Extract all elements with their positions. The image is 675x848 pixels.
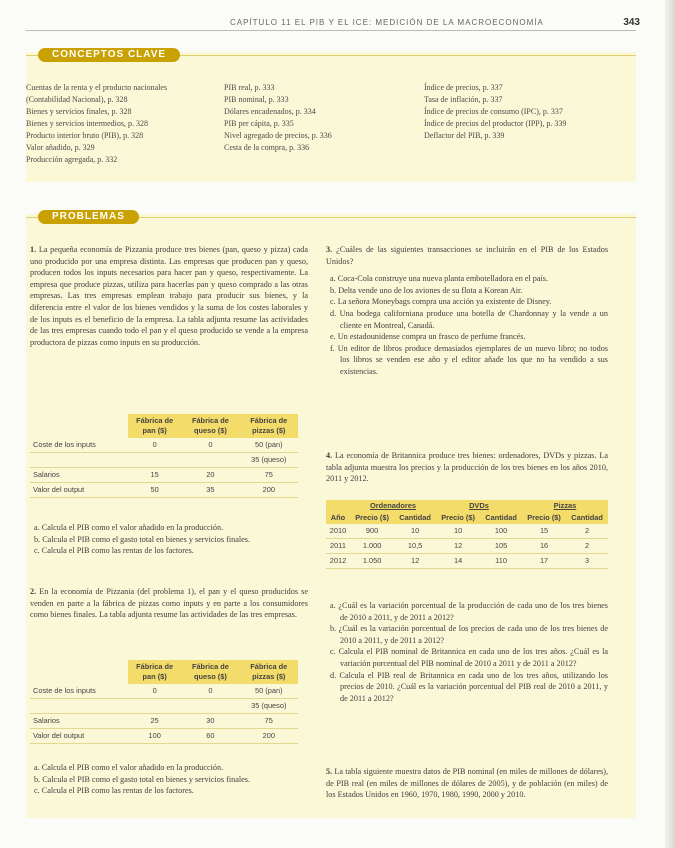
concept-item: Índice de precios del productor (IPP), p. 339	[424, 119, 567, 128]
problem-text: La economía de Britannica produce tres bienes: ordenadores, DVDs y pizzas. La tabla adjunta muestra los precios y la producción de los tres bienes en los años 2010, 2011 y 2012.	[326, 451, 609, 484]
table-cell	[128, 453, 181, 468]
table-cell: 14	[436, 554, 480, 569]
table-cell: 2	[566, 539, 608, 554]
concept-item: Nivel agregado de precios, p. 336	[224, 131, 332, 140]
table-cell	[30, 453, 128, 468]
concept-item: PIB per cápita, p. 335	[224, 119, 294, 128]
question-item: b. Delta vende uno de los aviones de su flota a Korean Air.	[330, 285, 523, 295]
table-row	[326, 539, 608, 554]
concept-item: Bienes y servicios finales, p. 328	[26, 107, 132, 116]
table-cell: Salarios	[30, 714, 128, 729]
table-row	[30, 684, 298, 699]
table-cell: 900	[350, 524, 394, 539]
table-cell: 0	[128, 684, 181, 699]
table-header: Cantidad	[566, 512, 608, 524]
concept-item: Producción agregada, p. 332	[26, 155, 118, 164]
concept-item: Producto interior bruto (PIB), p. 328	[26, 131, 144, 140]
table-cell	[181, 453, 239, 468]
table-header: Precio ($)	[522, 512, 566, 524]
question-item: b. ¿Cuál es la variación porcentual de los precios de cada uno de los tres bienes de 2010 a 2011, y de 2011 a 2012?	[330, 624, 608, 645]
table-cell: 60	[181, 729, 239, 744]
question-item: b. Calcula el PIB como el gasto total en bienes y servicios finales.	[34, 534, 251, 544]
concepts-column-2	[224, 82, 414, 154]
table-cell: Valor del output	[30, 729, 128, 744]
concept-item: Bienes y servicios intermedios, p. 328	[26, 119, 148, 128]
table-header: Precio ($)	[350, 512, 394, 524]
table-cell	[128, 699, 181, 714]
table-row	[30, 714, 298, 729]
table-cell: 12	[436, 539, 480, 554]
table-cell: 35 (queso)	[240, 699, 298, 714]
table-header: Cantidad	[480, 512, 522, 524]
problem-text: La tabla siguiente muestra datos de PIB nominal (en miles de millones de dólares), de PIB real (en miles de millones de dólares de 2005), y de población (en miles) de los Estados Unidos en 1960, 1970, 1980, 1990, 2000 y 2010.	[326, 767, 609, 800]
table-cell: 20	[181, 468, 239, 483]
question-item: e. Un estadounidense compra un frasco de perfume francés.	[330, 332, 526, 342]
table-row	[326, 524, 608, 539]
table-cell: 105	[480, 539, 522, 554]
table-header: Fábrica de queso ($)	[181, 414, 239, 438]
table-cell: 30	[181, 714, 239, 729]
concept-item: Índice de precios de consumo (IPC), p. 337	[424, 107, 563, 116]
question-item: c. Calcula el PIB nominal de Britannica en cada uno de los tres años. ¿Cuál es la variación porcentual del PIB nominal de 2010 a 2011 y de 2011 a 2012?	[330, 647, 608, 668]
table-cell: 1.050	[350, 554, 394, 569]
header-rule	[26, 30, 636, 31]
concept-item: Deflactor del PIB, p. 339	[424, 131, 505, 140]
table-header-row	[30, 414, 298, 438]
table-cell: 2011	[326, 539, 350, 554]
running-header	[230, 18, 660, 27]
table-cell: 25	[128, 714, 181, 729]
table-cell: 15	[522, 524, 566, 539]
table-cell: 200	[240, 729, 298, 744]
table-cell: Salarios	[30, 468, 128, 483]
table-cell: 2012	[326, 554, 350, 569]
table-header-row	[326, 512, 608, 524]
problem-text: ¿Cuáles de las siguientes transacciones se incluirán en el PIB de los Estados Unidos?	[326, 245, 609, 266]
table-header	[30, 414, 128, 438]
question-item: a. Calcula el PIB como el valor añadido en la producción.	[34, 523, 224, 532]
concept-item: Tasa de inflación, p. 337	[424, 95, 503, 104]
problems-box	[26, 211, 636, 818]
concepts-column-1	[26, 82, 216, 166]
table-cell	[181, 699, 239, 714]
table-cell: 10	[394, 524, 436, 539]
problem-4-questions	[326, 600, 608, 704]
question-item: d. Calcula el PIB real de Britannica en cada uno de los tres años, utilizando los precios de 2010. ¿Cuál es la variación porcentual del PIB real de 2010 a 2011, y de 2011 a 2012?	[330, 670, 608, 703]
problem-number: 5.	[326, 767, 333, 776]
problem-1	[30, 244, 308, 348]
page-number: 343	[623, 17, 640, 28]
table-header: Año	[326, 512, 350, 524]
question-item: c. Calcula el PIB como las rentas de los factores.	[34, 786, 194, 796]
problem-2-table	[30, 660, 298, 744]
page-gutter	[665, 0, 675, 848]
problem-2-questions	[30, 762, 308, 797]
table-header: Fábrica de queso ($)	[181, 660, 239, 684]
table-row	[30, 699, 298, 714]
table-cell: 50 (pan)	[240, 684, 298, 699]
table-cell: 35	[181, 483, 239, 498]
table-row	[30, 468, 298, 483]
table-cell: 2	[566, 524, 608, 539]
question-item: d. Una bodega californiana produce una botella de Chardonnay y la vende a un cliente en Montreal, Canadá.	[330, 308, 608, 330]
table-cell: 10,5	[394, 539, 436, 554]
table-cell: 3	[566, 554, 608, 569]
problem-number: 4.	[326, 451, 333, 460]
problem-5	[326, 766, 608, 801]
table-group-header: Pizzas	[522, 500, 608, 512]
problem-4-table	[326, 500, 608, 569]
table-cell	[30, 699, 128, 714]
table-header: Cantidad	[394, 512, 436, 524]
table-cell: 17	[522, 554, 566, 569]
question-item: c. Calcula el PIB como las rentas de los factores.	[34, 546, 194, 556]
table-cell: 75	[240, 714, 298, 729]
table-cell: 100	[480, 524, 522, 539]
problem-number: 3.	[326, 245, 333, 254]
concept-item: Cuentas de la renta y el producto nacionales (Contabilidad Nacional), p. 328	[26, 83, 168, 104]
problem-text: En la economía de Pizzania (del problema 1), el pan y el queso producidos se venden en parte a la fábrica de pizzas como inputs y en parte a los consumidores como bienes finales. La tabla adjunta resume las actividades de las tres empresas.	[30, 587, 308, 620]
problem-3	[326, 244, 608, 378]
table-cell: 75	[240, 468, 298, 483]
problem-number: 2.	[30, 587, 37, 596]
question-item: c. La señora Moneybags compra una acción ya existente de Disney.	[330, 297, 552, 307]
table-header: Precio ($)	[436, 512, 480, 524]
table-header	[30, 660, 128, 684]
table-header: Fábrica de pan ($)	[128, 660, 181, 684]
table-row	[30, 483, 298, 498]
key-concepts-box	[26, 49, 636, 182]
problems-title: PROBLEMAS	[38, 210, 139, 224]
table-cell: 16	[522, 539, 566, 554]
table-cell: 110	[480, 554, 522, 569]
table-header: Fábrica de pizzas ($)	[240, 414, 298, 438]
concepts-column-3	[424, 82, 624, 142]
table-header: Fábrica de pan ($)	[128, 414, 181, 438]
table-cell: 10	[436, 524, 480, 539]
question-item: a. ¿Cuál es la variación porcentual de la producción de cada uno de los tres bienes de 2010 a 2011, y de 2011 a 2012?	[330, 601, 608, 622]
table-cell: 12	[394, 554, 436, 569]
table-cell: 0	[128, 438, 181, 453]
table-cell: 50 (pan)	[240, 438, 298, 453]
table-cell: 0	[181, 438, 239, 453]
table-cell: 1.000	[350, 539, 394, 554]
table-cell: Valor del output	[30, 483, 128, 498]
table-row	[30, 453, 298, 468]
table-group-header: DVDs	[436, 500, 522, 512]
concept-item: Valor añadido, p. 329	[26, 143, 95, 152]
problem-2	[30, 586, 308, 621]
question-item: f. Un editor de libros produce demasiados ejemplares de un nuevo libro; no todos los libros se venden ese año y el editor añade los que no ha vendido a sus existencias.	[330, 343, 608, 376]
table-header: Fábrica de pizzas ($)	[240, 660, 298, 684]
table-cell: 2010	[326, 524, 350, 539]
table-header-row	[30, 660, 298, 684]
concept-item: PIB real, p. 333	[224, 83, 275, 92]
concept-item: Dólares encadenados, p. 334	[224, 107, 316, 116]
table-cell: Coste de los inputs	[30, 438, 128, 453]
concept-item: Índice de precios, p. 337	[424, 83, 503, 92]
question-item: b. Calcula el PIB como el gasto total en bienes y servicios finales.	[34, 774, 251, 784]
problem-number: 1.	[30, 245, 37, 254]
table-row	[30, 438, 298, 453]
table-row	[326, 554, 608, 569]
concept-item: PIB nominal, p. 333	[224, 95, 289, 104]
key-concepts-title: CONCEPTOS CLAVE	[38, 48, 180, 62]
problem-1-table	[30, 414, 298, 498]
problem-1-questions	[30, 522, 308, 557]
question-item: a. Coca-Cola construye una nueva planta embotelladora en el país.	[330, 274, 549, 284]
concept-item: Cesta de la compra, p. 336	[224, 143, 310, 152]
table-group-header: Ordenadores	[350, 500, 436, 512]
problem-4	[326, 450, 608, 485]
question-item: a. Calcula el PIB como el valor añadido en la producción.	[34, 763, 224, 772]
problem-text: La pequeña economía de Pizzania produce tres bienes (pan, queso y pizza) cada uno producido por una empresa distinta. Las empresas que producen pan y queso, producen todos los inputs necesarios para hacer pan y queso, respectivamente. La empresa que produce pizzas, utiliza para hacerlas pan y queso comprado a las otras empresas. Las tres empresas emplean trabajo para producir sus bienes, y la diferencia entre el valor de los bienes vendidos y la suma de los costes laborales y de los inputs es el beneficio de la empresa. La tabla adjunta resume las actividades de las tres empresas cuando todo el pan y el queso producido se vende a la empresa productora de pizzas como inputs en su producción.	[30, 245, 309, 347]
table-cell: 0	[181, 684, 239, 699]
running-title: CAPÍTULO 11 EL PIB Y EL ICE: MEDICIÓN DE LA MACROECONOMÍA	[230, 18, 544, 27]
table-cell: 50	[128, 483, 181, 498]
table-cell: 200	[240, 483, 298, 498]
table-cell: 15	[128, 468, 181, 483]
table-cell: 100	[128, 729, 181, 744]
table-cell: 35 (queso)	[240, 453, 298, 468]
table-group-row	[326, 500, 608, 512]
table-row	[30, 729, 298, 744]
table-cell: Coste de los inputs	[30, 684, 128, 699]
